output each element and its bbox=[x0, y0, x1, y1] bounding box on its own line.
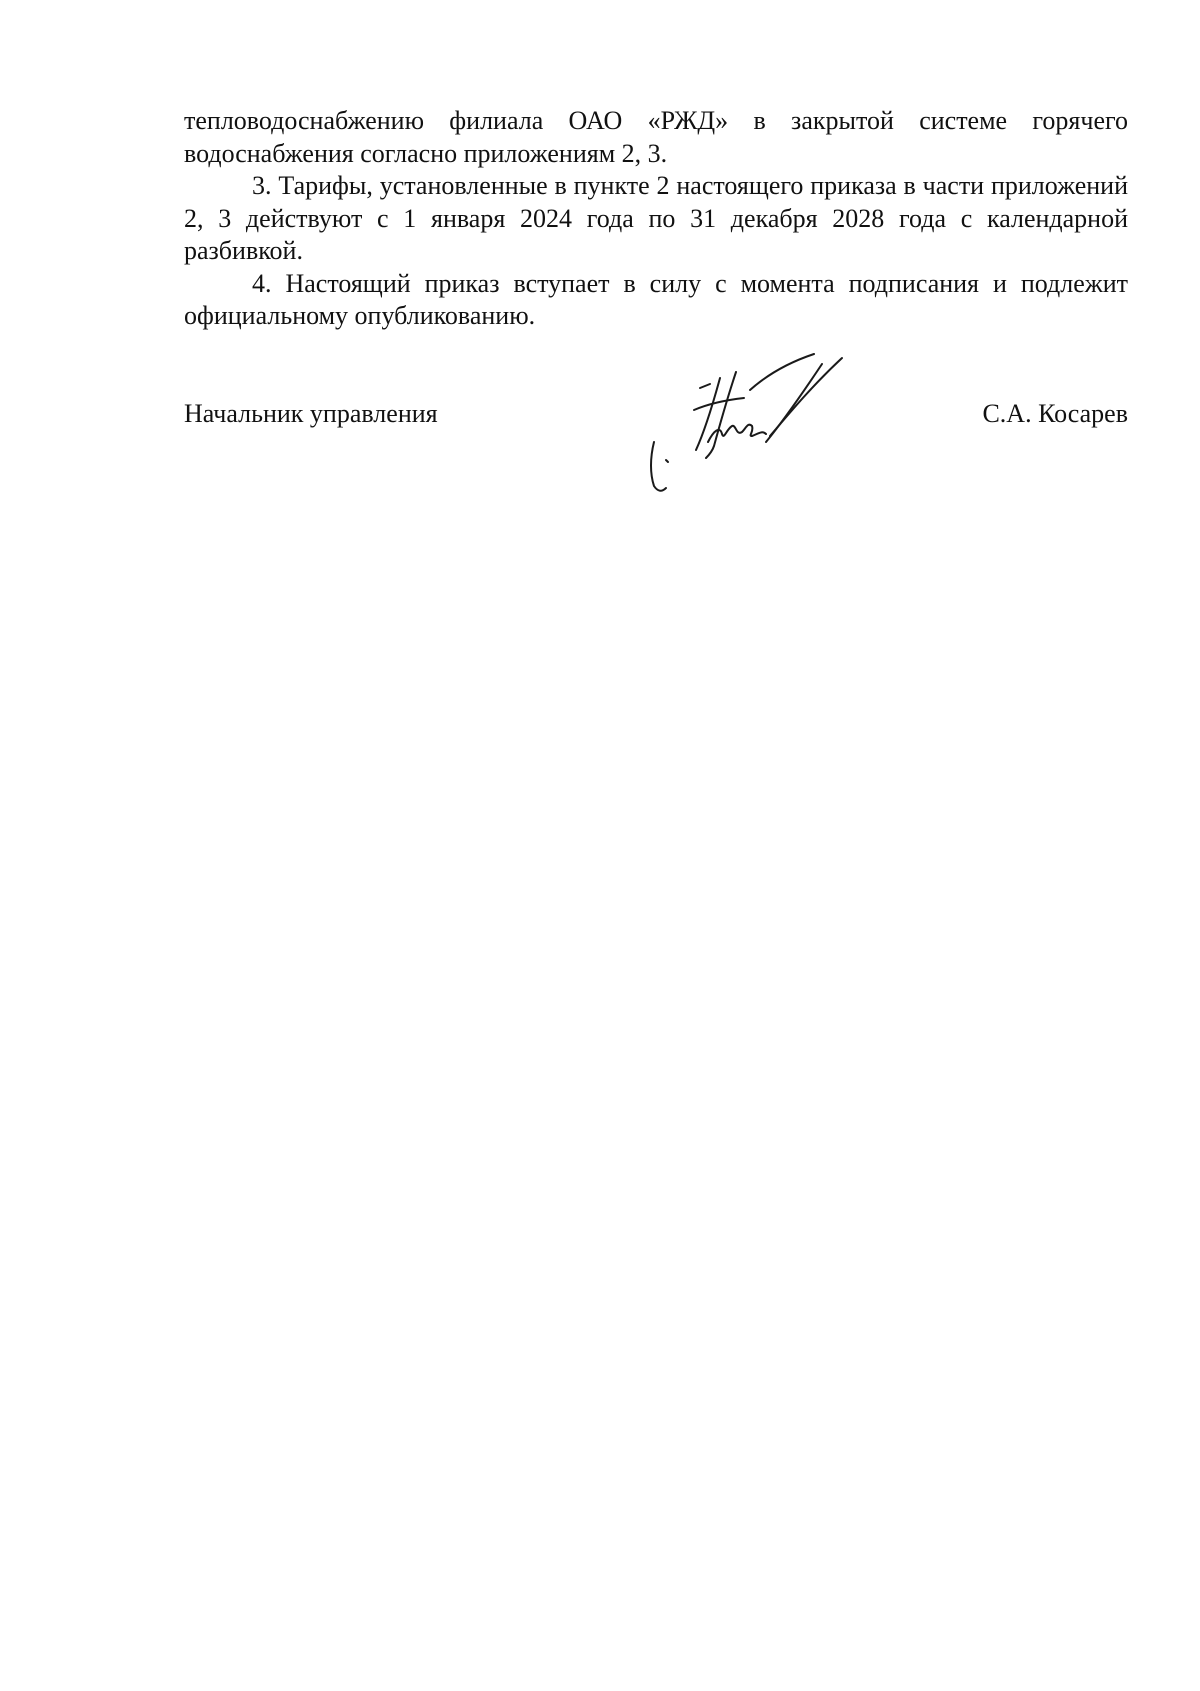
document-body bbox=[184, 105, 1128, 333]
paragraph-item-4: 4. Настоящий приказ вступает в силу с момента подписания и подлежит официальному опубликованию. bbox=[184, 268, 1128, 330]
signer-position: Начальник управления bbox=[184, 399, 438, 428]
signer-name: С.А. Косарев bbox=[982, 399, 1128, 428]
handwritten-signature-icon bbox=[648, 350, 910, 498]
paragraph-continuation: тепловодоснабжению филиала ОАО «РЖД» в закрытой системе горячего водоснабжения согласно приложениям 2, 3. bbox=[184, 106, 1128, 168]
paragraph-item-3: 3. Тарифы, установленные в пункте 2 настоящего приказа в части приложений 2, 3 действуют с 1 января 2024 года по 31 декабря 2028 года с календарной разбивкой. bbox=[184, 171, 1128, 265]
